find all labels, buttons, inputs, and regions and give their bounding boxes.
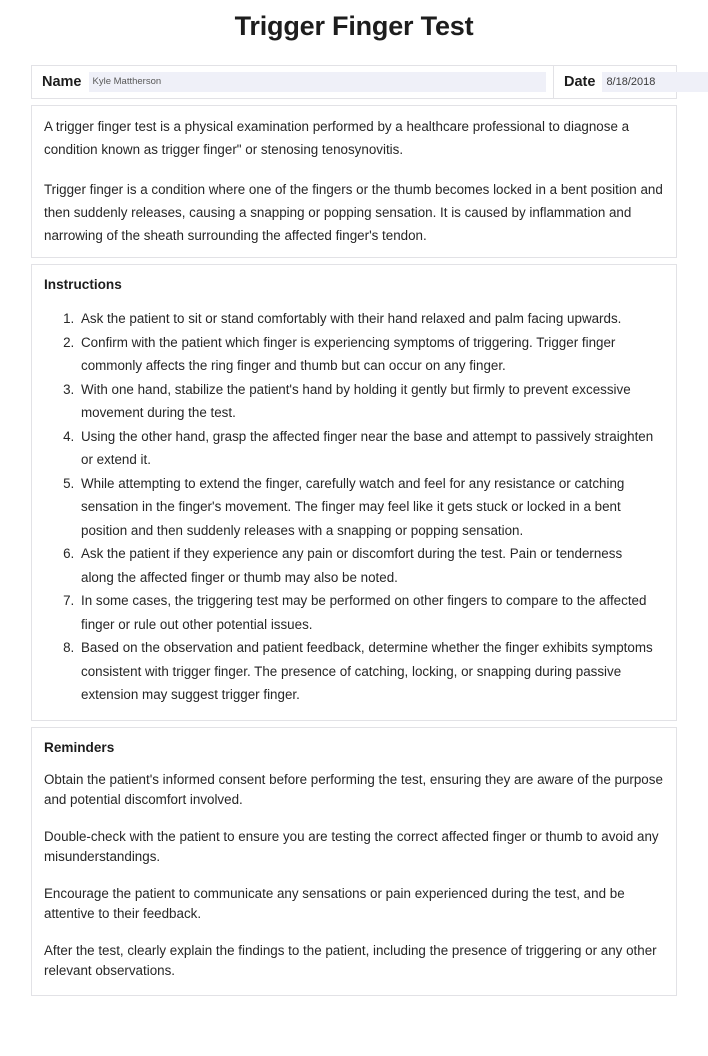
- description-paragraph: Trigger finger is a condition where one of the fingers or the thumb becomes locked in a bent position and then suddenly releases, causing a snapping or popping sensation. It is caused by inflammation and narrowing of the sheath surrounding the affected finger's tendon.: [44, 182, 663, 243]
- instruction-step: 1. Ask the patient to sit or stand comfortably with their hand relaxed and palm facing upwards.: [78, 307, 658, 331]
- instruction-step: 8. Based on the observation and patient feedback, determine whether the finger exhibits symptoms consistent with trigger finger. The presence of catching, locking, or snapping during passive extension may suggest trigger finger.: [78, 636, 658, 707]
- identity-row: [32, 66, 676, 98]
- instruction-step: 6. Ask the patient if they experience any pain or discomfort during the test. Pain or tenderness along the affected finger or thumb may also be noted.: [78, 542, 658, 589]
- document-body: [0, 43, 708, 996]
- instruction-step: 5. While attempting to extend the finger, carefully watch and feel for any resistance or catching sensation in the finger's movement. The finger may feel like it gets stuck or locked in a bent position and then suddenly releases with a snapping or popping sensation.: [78, 472, 658, 543]
- reminder-paragraph: Encourage the patient to communicate any sensations or pain experienced during the test, and be attentive to their feedback.: [44, 885, 625, 921]
- page-title: Trigger Finger Test: [234, 11, 474, 41]
- date-label: Date: [564, 74, 596, 90]
- reminder-paragraph: Double-check with the patient to ensure you are testing the correct affected finger or thumb to avoid any misunderstandings.: [44, 828, 659, 864]
- instructions-heading: Instructions: [44, 277, 122, 292]
- reminders-heading: Reminders: [44, 739, 115, 755]
- instruction-step: 4. Using the other hand, grasp the affected finger near the base and attempt to passively straighten or extend it.: [78, 425, 658, 472]
- date-input[interactable]: [602, 72, 708, 92]
- description-card: [31, 105, 677, 258]
- instruction-step: 2. Confirm with the patient which finger is experiencing symptoms of triggering. Trigger finger commonly affects the ring finger and thumb but can occur on any finger.: [78, 331, 658, 378]
- name-input[interactable]: [89, 72, 547, 92]
- reminder-paragraph: After the test, clearly explain the findings to the patient, including the presence of triggering or any other relevant observations.: [44, 942, 657, 978]
- reminder-paragraph: Obtain the patient's informed consent before performing the test, ensuring they are aware of the purpose and potential discomfort involved.: [44, 771, 663, 807]
- instruction-step: 3. With one hand, stabilize the patient's hand by holding it gently but firmly to prevent excessive movement during the test.: [78, 378, 658, 425]
- instructions-list: [44, 307, 664, 707]
- instruction-step: 7. In some cases, the triggering test may be performed on other fingers to compare to the affected finger or rule out other potential issues.: [78, 589, 658, 636]
- name-field-cell: [32, 66, 554, 98]
- name-label: Name: [42, 74, 82, 90]
- reminders-card: [31, 727, 677, 996]
- date-field-cell: [554, 66, 676, 98]
- description-paragraph: A trigger finger test is a physical examination performed by a healthcare professional to diagnose a condition known as trigger finger" or stenosing tenosynovitis.: [44, 119, 630, 157]
- instructions-card: [31, 264, 677, 721]
- patient-identity-card: [31, 65, 677, 99]
